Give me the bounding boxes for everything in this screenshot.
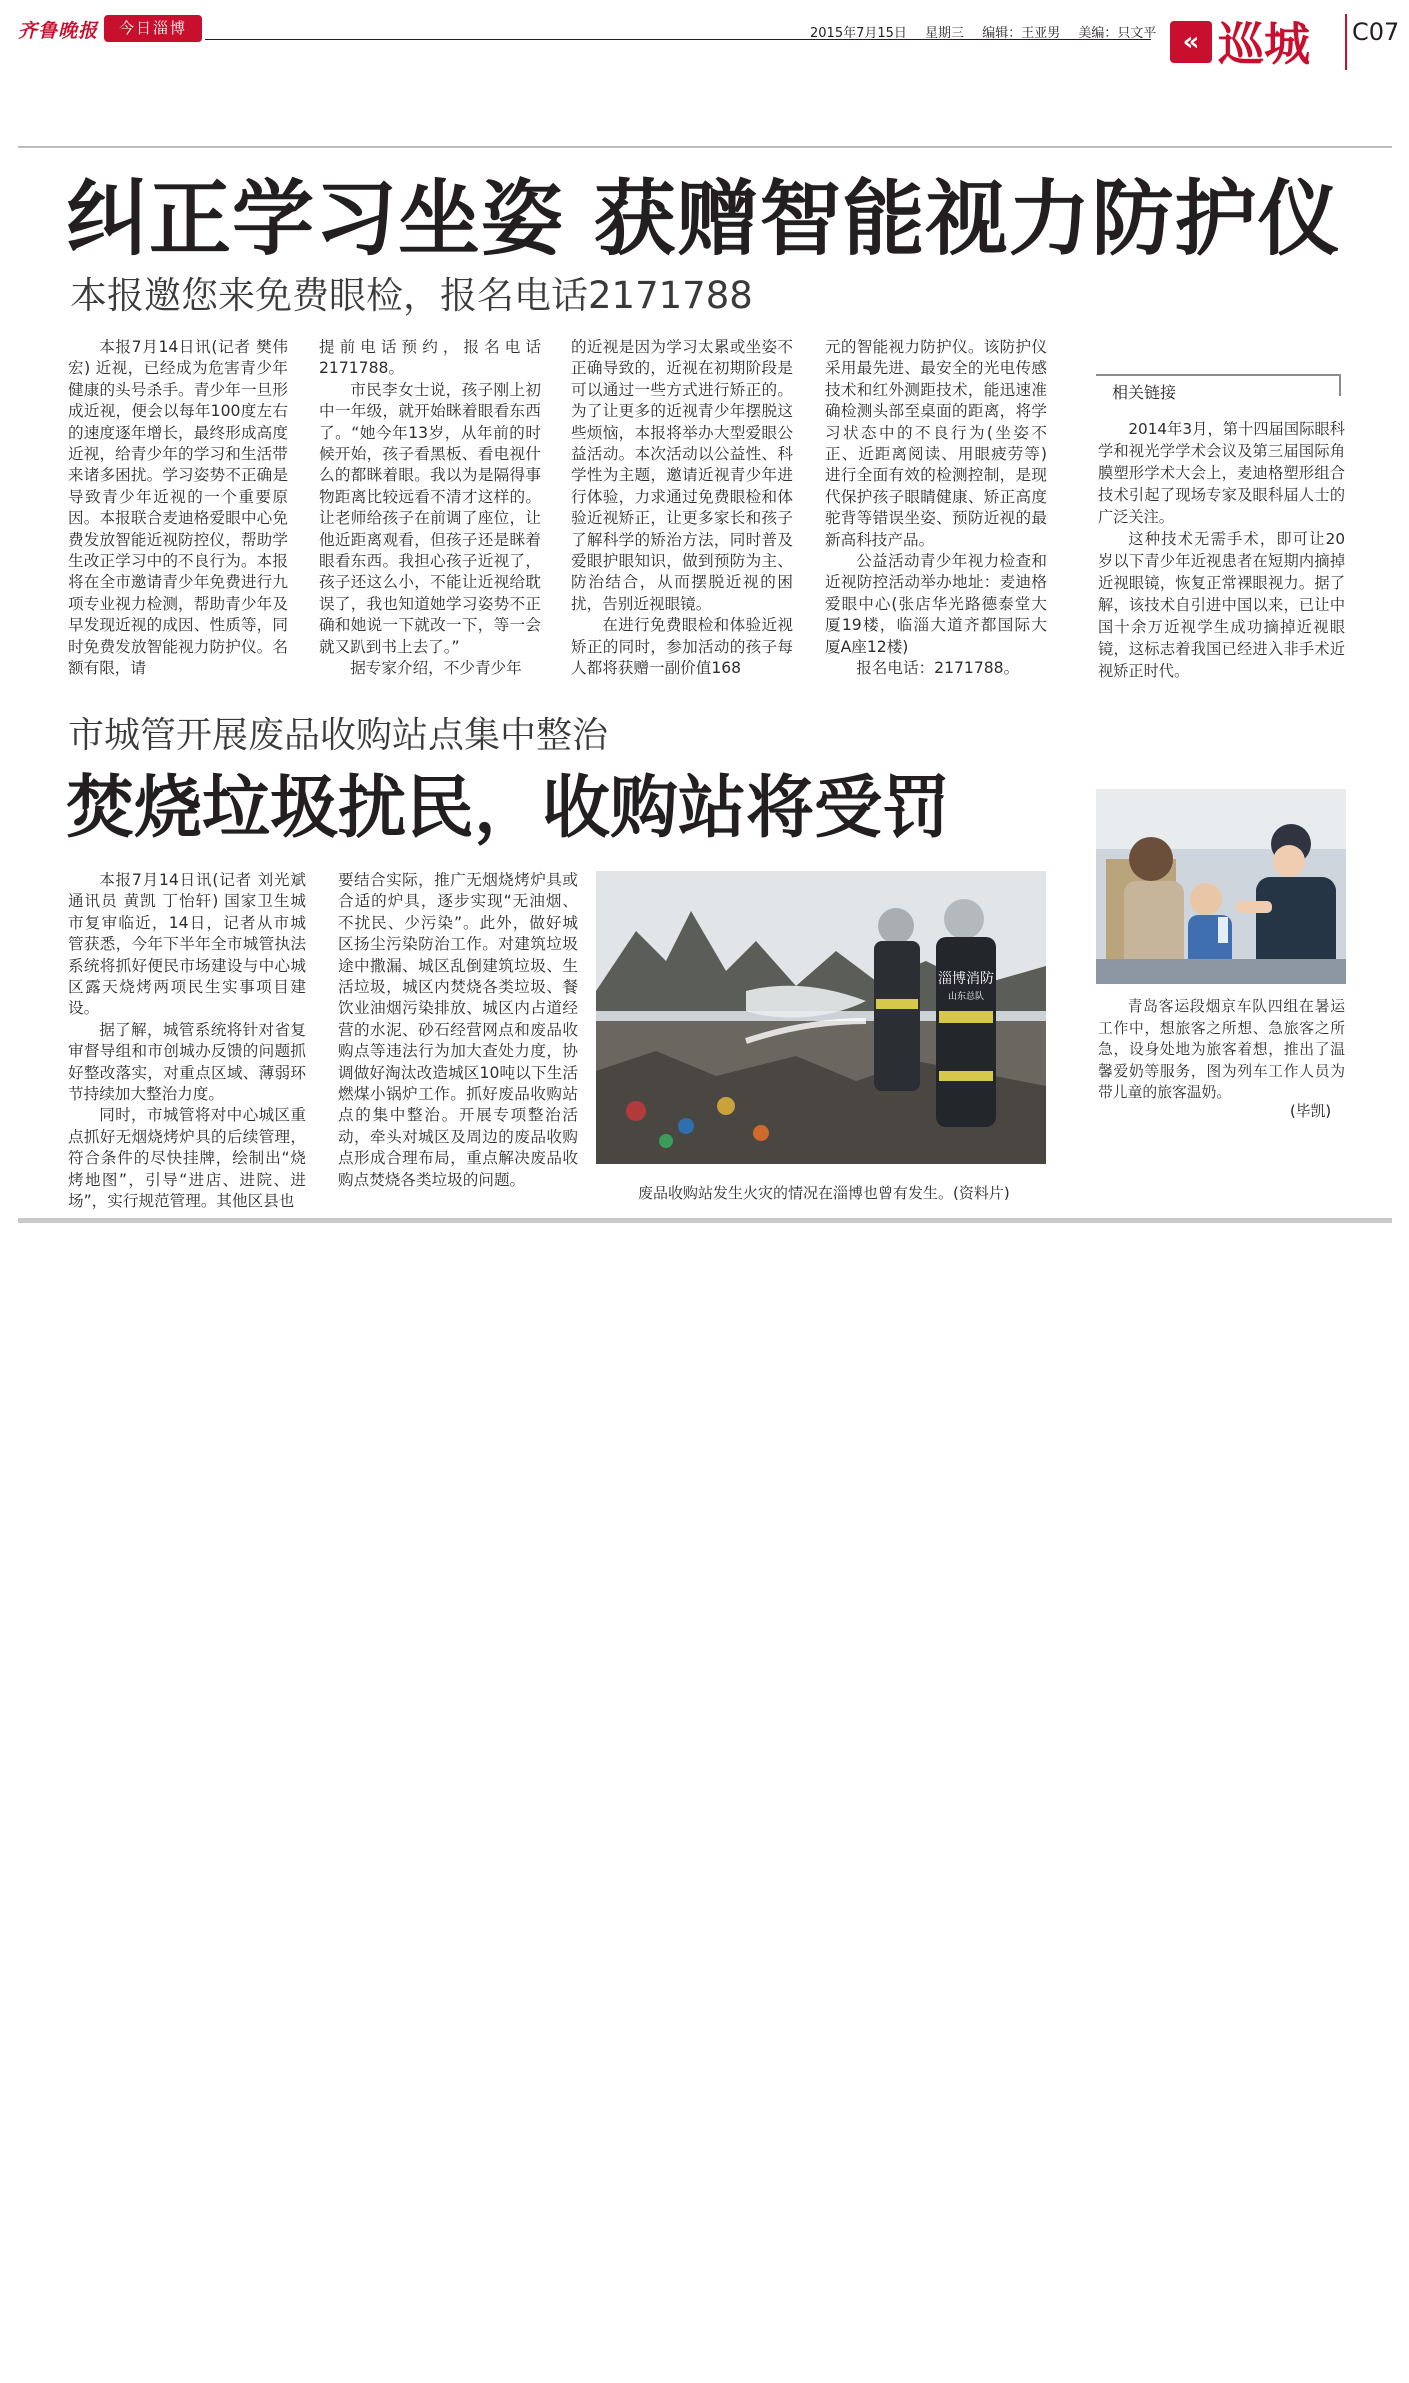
- editor-credit: 编辑：王亚男: [982, 26, 1061, 41]
- paragraph: 在进行免费眼检和体验近视矫正的同时，参加活动的孩子每人都将获赠一副价值168: [571, 616, 793, 678]
- paragraph: 这种技术无需手术，即可让20岁以下青少年近视患者在短期内摘掉近视眼镜，恢复正常裸眼视力。据了解，该技术自引进中国以来，已让中国十余万近视学生成功摘掉近视眼镜，这标志着我国已经进入非手术近视矫正时代。: [1098, 530, 1345, 680]
- paragraph: 本报7月14日讯(记者 刘光斌 通讯员 黄凯 丁怡轩) 国家卫生城市复审临近，14日，记者从市城管获悉，今年下半年全市城管执法系统将抓好便民市场建设与中心城区露天烧烤两项民生实事项目建设。: [68, 871, 306, 1018]
- issue-date: 2015年7月15日: [810, 26, 907, 41]
- section-divider: [1345, 14, 1347, 70]
- designer-credit: 美编：只文平: [1078, 26, 1157, 41]
- vest-sublabel: 山东总队: [947, 992, 985, 1002]
- story1-column-2: [319, 337, 541, 693]
- story1-column-1: [68, 337, 288, 693]
- paragraph: 要结合实际，推广无烟烧烤炉具或合适的炉具，逐步实现“无油烟、不扰民、少污染”。此外，做好城区扬尘污染防治工作。对建筑垃圾途中撒漏、城区乱倒建筑垃圾、生活垃圾，城区内焚烧各类垃圾、餐饮业油烟污染排放、城区内占道经营的水泥、砂石经营网点和废品收购点等违法行为加大查处力度，协调做好淘汰改造城区10吨以下生活燃煤小锅炉工作。抓好废品收购站点的集中整治。开展专项整治活动，牵头对城区及周边的废品收购点形成合理布局，重点解决废品收购点焚烧各类垃圾的问题。: [338, 871, 578, 1189]
- section-name: 巡城: [1218, 17, 1310, 71]
- paragraph: 的近视是因为学习太累或坐姿不正确导致的，近视在初期阶段是可以通过一些方式进行矫正的。为了让更多的近视青少年摆脱这些烦恼，本报将举办大型爱眼公益活动。本次活动以公益性、科学性为主题，邀请近视青少年进行体验，力求通过免费眼检和体验近视矫正，让更多家长和孩子了解科学的矫治方法，同时普及爱眼护眼知识，做到预防为主、防治结合，从而摆脱近视的困扰，告别近视眼镜。: [571, 338, 793, 613]
- story2-headline: 焚烧垃圾扰民，收购站将受罚: [66, 769, 951, 848]
- sidebar-photo-credit: (毕凯): [1290, 1103, 1332, 1120]
- train-staff-photo: [1096, 789, 1346, 984]
- paragraph: 提前电话预约，报名电话2171788。: [319, 338, 541, 378]
- sidebar-photo: [1096, 789, 1346, 984]
- section-arrow-icon: «: [1170, 21, 1212, 63]
- story2-photo: [596, 871, 1046, 1164]
- paragraph: 据专家介绍，不少青少年: [350, 659, 522, 678]
- story2-photo-caption: 废品收购站发生火灾的情况在淄博也曾有发生。(资料片): [638, 1184, 1010, 1202]
- sidebar-label: 相关链接: [1112, 383, 1177, 402]
- bottom-rule: [18, 1218, 1392, 1223]
- firefighters-photo: [596, 871, 1046, 1164]
- issue-weekday: 星期三: [925, 26, 965, 41]
- paragraph: 公益活动青少年视力检查和近视防控活动举办地址：麦迪格爱眼中心(张店华光路德泰堂大厦19楼，临淄大道齐都国际大厦A座12楼): [825, 552, 1047, 656]
- sidebar-photo-caption: [1098, 996, 1345, 1101]
- story2-kicker: 市城管开展废品收购站点集中整治: [68, 715, 609, 756]
- masthead-info: [810, 22, 1170, 41]
- paragraph: 同时，市城管将对中心城区重点抓好无烟烧烤炉具的后续管理，符合条件的尽快挂牌，绘制出“烧烤地图”，引导“进店、进院、进场”，实行规范管理。其他区县也: [68, 1106, 306, 1211]
- story1-headline: 纠正学习坐姿 获赠智能视力防护仪: [66, 172, 1341, 267]
- paragraph: 本报7月14日讯(记者 樊伟宏) 近视，已经成为危害青少年健康的头号杀手。青少年一旦形成近视，便会以每年100度左右的速度逐年增长，最终形成高度近视，给青少年的学习和生活带来诸多困扰。学习姿势不正确是导致青少年近视的一个重要原因。本报联合麦迪格爱眼中心免费发放智能近视防控仪，帮助学生改正学习中的不良行为。本报将在全市邀请青少年免费进行九项专业视力检测，帮助青少年及早发现近视的成因、性质等，同时免费发放智能视力防护仪。名额有限，请: [68, 338, 288, 678]
- paragraph: 2014年3月，第十四届国际眼科学和视光学学术会议及第三届国际角膜塑形学术大会上，麦迪格塑形组合技术引起了现场专家及眼科届人士的广泛关注。: [1098, 420, 1345, 526]
- story1-subheadline: 本报邀您来免费眼检，报名电话2171788: [70, 274, 753, 317]
- page-number: C07: [1352, 18, 1400, 46]
- story2-column-1: [68, 870, 306, 1211]
- paragraph: 报名电话：2171788。: [856, 659, 1020, 678]
- paragraph: 市民李女士说，孩子刚上初中一年级，就开始眯着眼看东西了。“她今年13岁，从年前的时候开始，孩子看黑板、看电视什么的都眯着眼。我以为是隔得事物距离比较远看不清才这样的。让老师给孩子在前调了座位，让他近距离观看，但孩子还是眯着眼看东西。我担心孩子近视了，孩子还这么小，不能让近视给耽误了，我也知道她学习姿势不正确和她说一下就改一下，等一会就又趴到书上去了。”: [319, 380, 541, 656]
- edition-badge: 今日淄博: [104, 15, 202, 42]
- sidebar-text: [1098, 418, 1345, 718]
- vest-label: 淄博消防: [938, 971, 994, 987]
- paper-logo: 齐鲁晚报: [18, 20, 99, 42]
- story2-column-2: [338, 870, 578, 1200]
- header-rule: [18, 146, 1392, 148]
- story1-column-4: [825, 337, 1047, 693]
- story1-column-3: [571, 337, 793, 693]
- paragraph: 据了解，城管系统将针对省复审督导组和市创城办反馈的问题抓好整改落实，对重点区域、薄弱环节持续加大整治力度。: [68, 1020, 306, 1104]
- paragraph: 元的智能视力防护仪。该防护仪采用最先进、最安全的光电传感技术和红外测距技术，能迅速准确检测头部至桌面的距离，将学习状态中的不良行为(坐姿不正、近距离阅读、用眼疲劳等)进行全面有效的检测控制，是现代保护孩子眼睛健康、矫正高度驼背等错误坐姿、预防近视的最新高科技产品。: [825, 338, 1047, 549]
- caption-text: 青岛客运段烟京车队四组在暑运工作中，想旅客之所想、急旅客之所急，设身处地为旅客着想，推出了温馨爱奶等服务，图为列车工作人员为带儿童的旅客温奶。: [1098, 998, 1345, 1101]
